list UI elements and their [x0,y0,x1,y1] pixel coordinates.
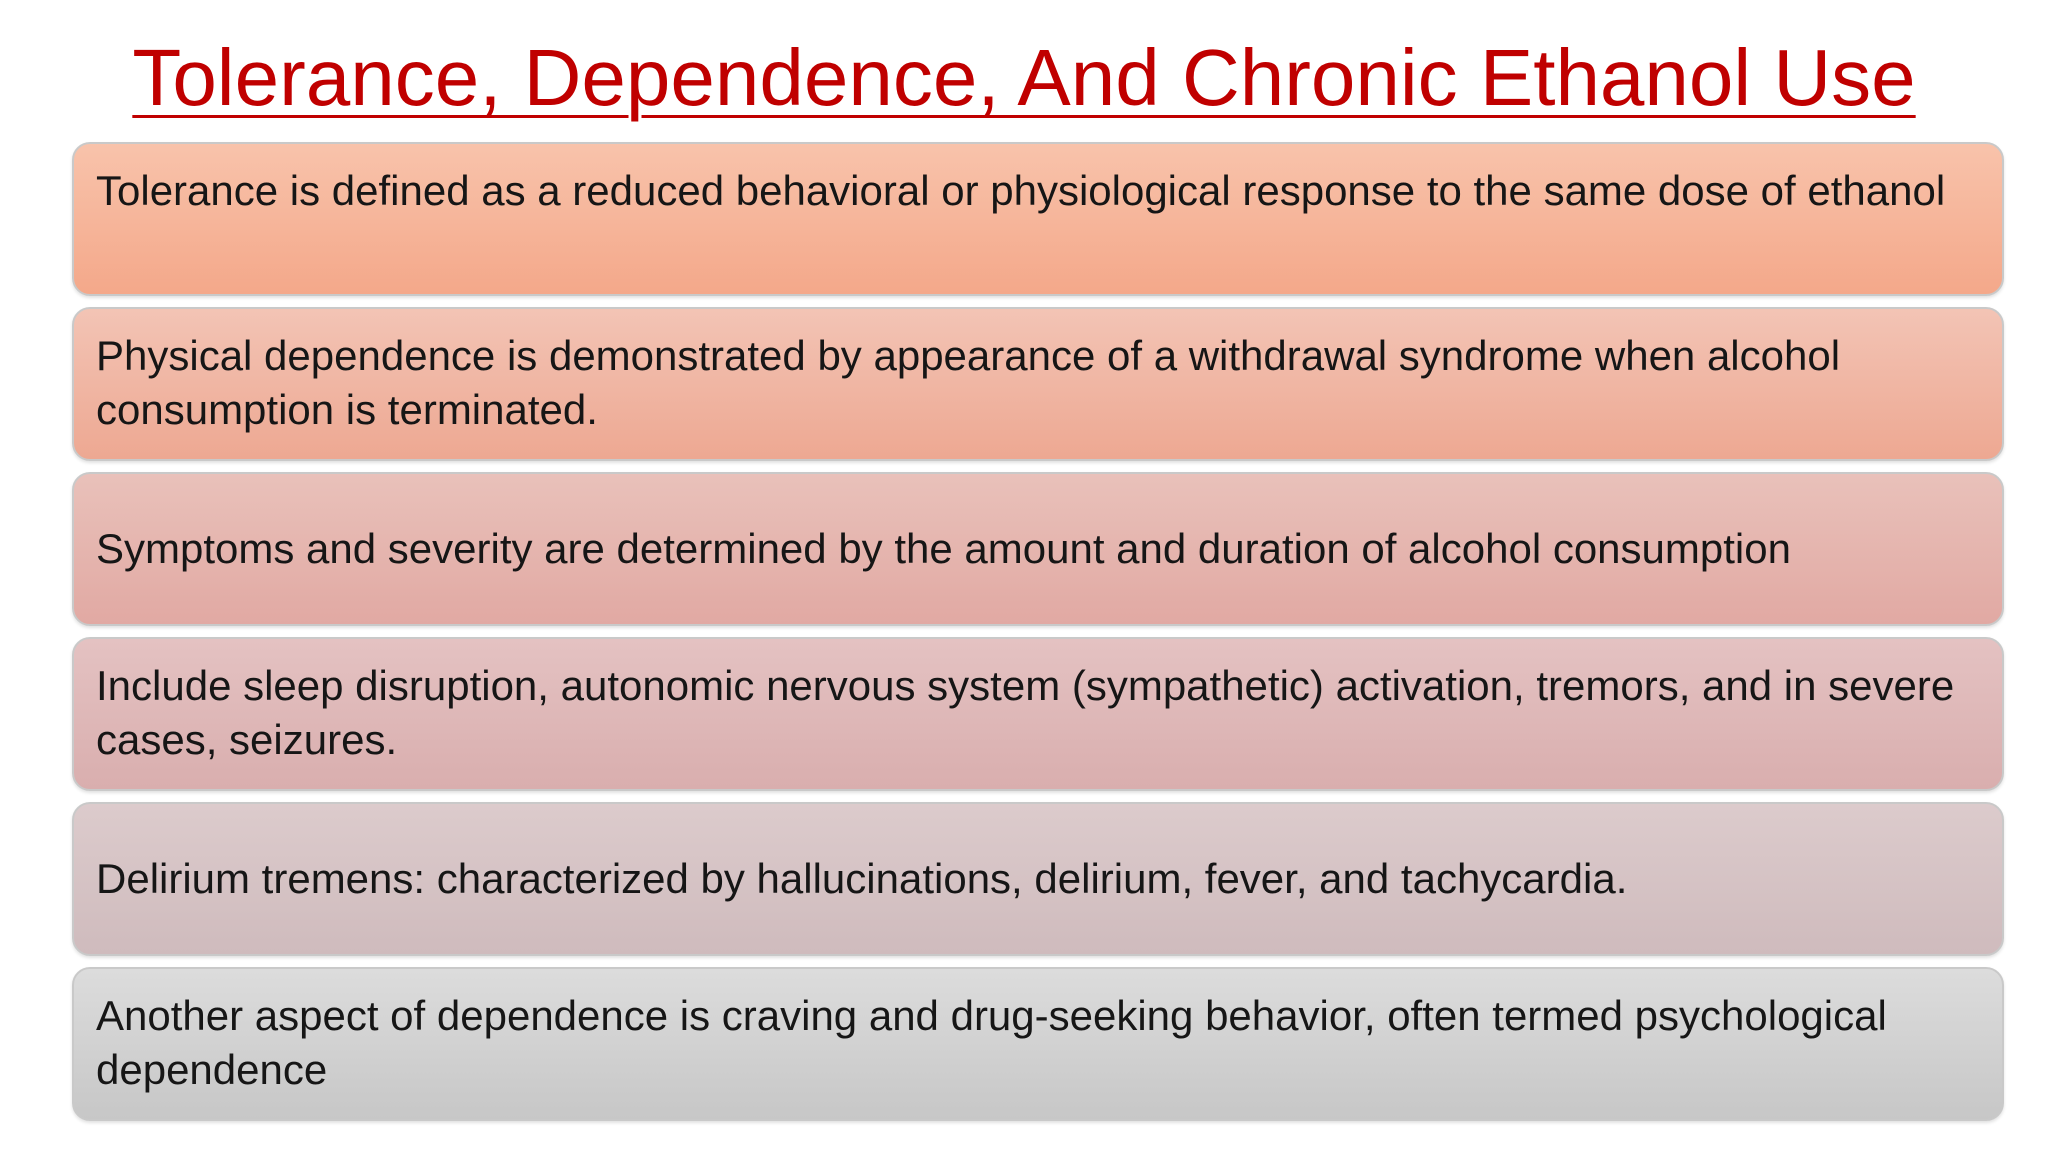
slide-title: Tolerance, Dependence, And Chronic Ethanol Use [132,33,1916,122]
bullet-text: Delirium tremens: characterized by hallucinations, delirium, fever, and tachycardia. [96,855,1628,902]
bullet-text: Another aspect of dependence is craving and drug-seeking behavior, often termed psychological dependence [96,992,1887,1093]
bullet-text: Physical dependence is demonstrated by appearance of a withdrawal syndrome when alcohol consumption is terminated. [96,332,1841,433]
bullet-box-withdrawal-signs [72,637,2004,791]
bullet-text: Include sleep disruption, autonomic nervous system (sympathetic) activation, tremors, and in severe cases, seizures. [96,662,1955,763]
bullet-box-physical-dependence [72,307,2004,461]
bullet-box-psychological-dependence [72,967,2004,1121]
bullet-text: Tolerance is defined as a reduced behavioral or physiological response to the same dose of ethanol [96,167,1946,214]
bullet-box-delirium-tremens [72,802,2004,956]
bullet-box-symptoms-severity [72,472,2004,626]
bullet-list [72,142,2004,1132]
bullet-box-tolerance [72,142,2004,296]
bullet-text: Symptoms and severity are determined by the amount and duration of alcohol consumption [96,525,1791,572]
